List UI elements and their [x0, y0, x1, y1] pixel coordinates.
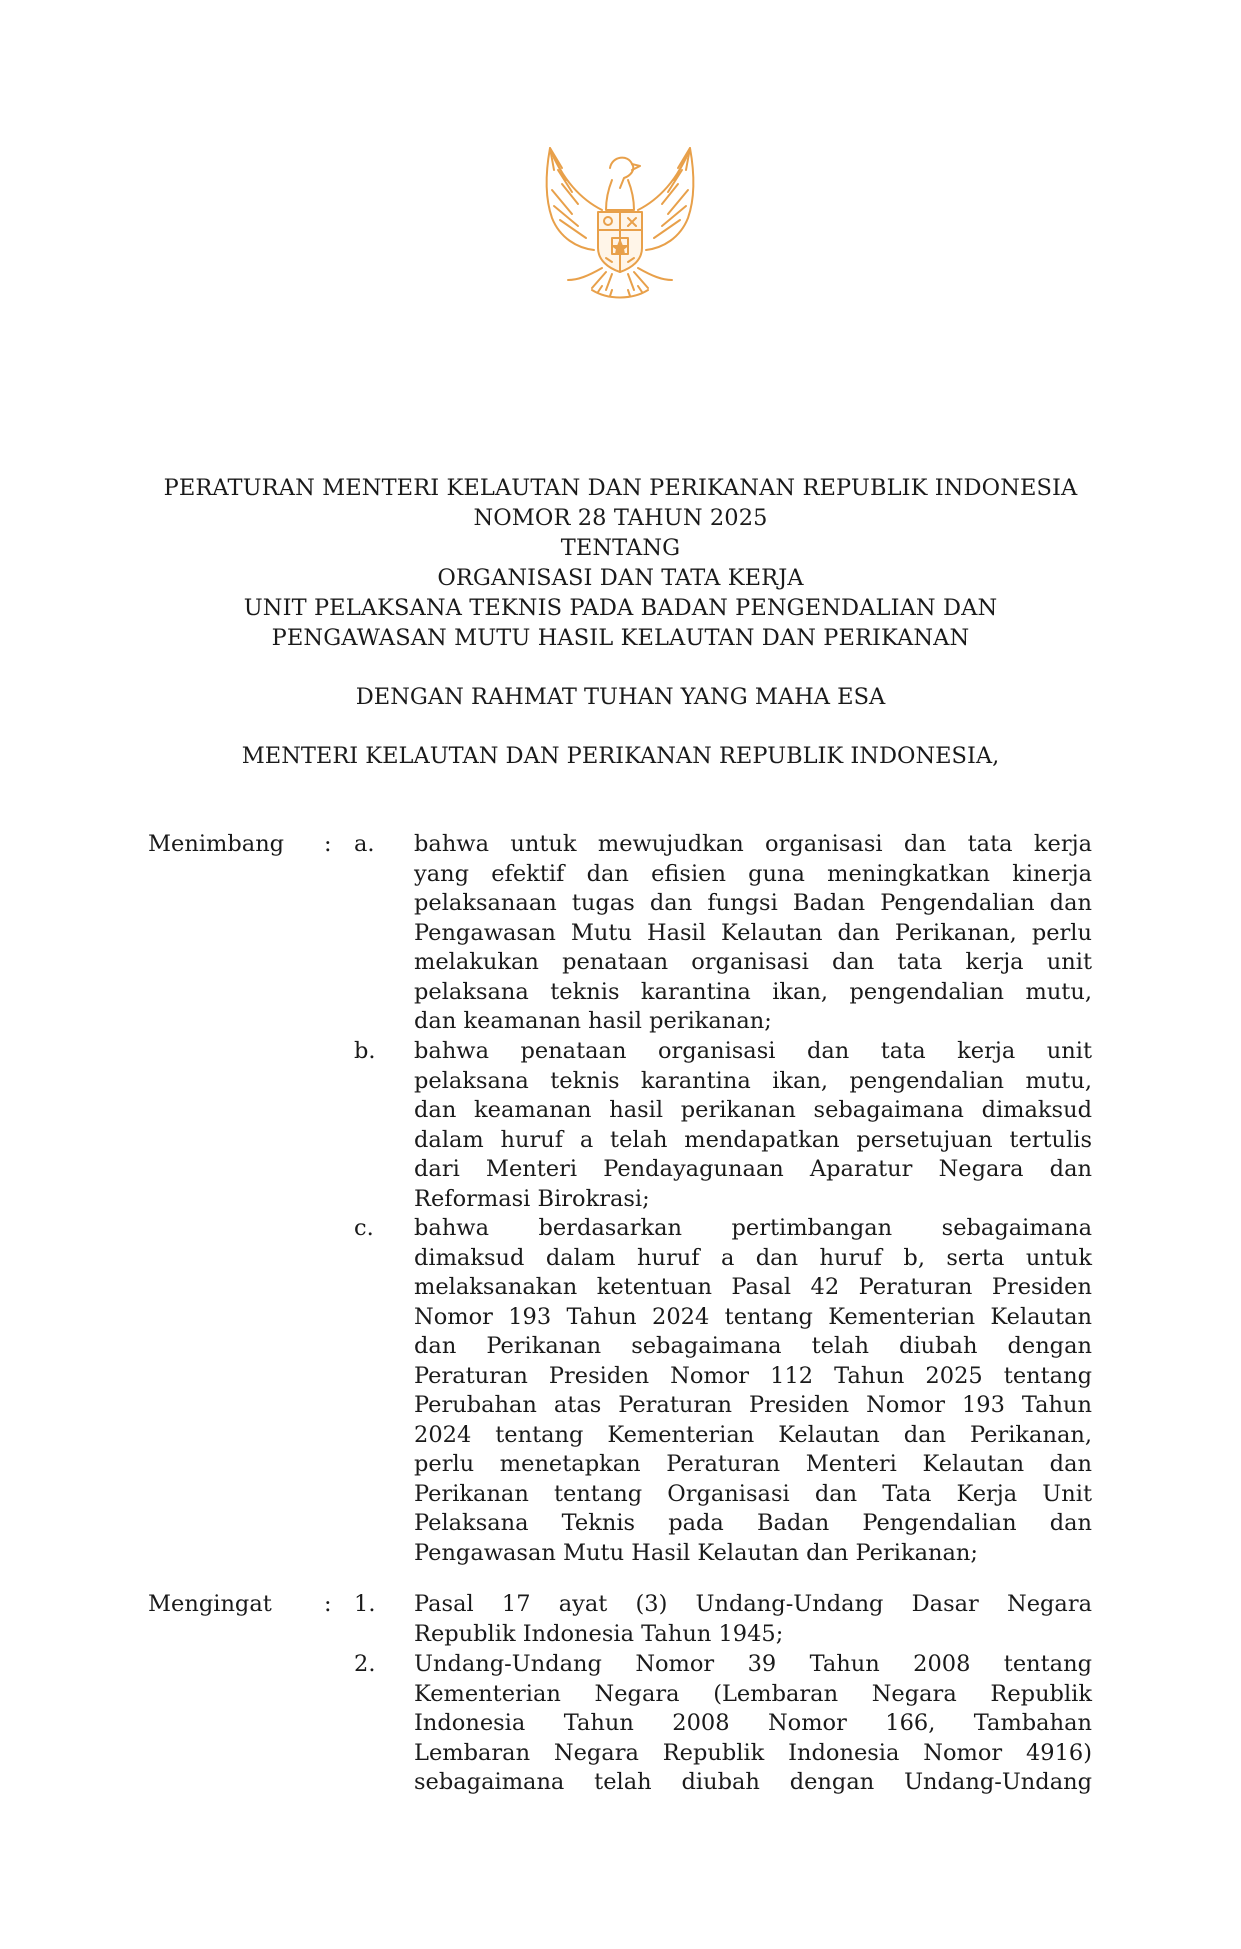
mengingat-colon: : — [324, 1591, 332, 1617]
garuda-emblem-icon — [532, 140, 708, 306]
text-line: Kementerian Negara (Lembaran Negara Republik — [414, 1680, 1092, 1707]
menimbang-label: Menimbang — [148, 831, 285, 857]
mengingat-label: Mengingat — [148, 1591, 272, 1617]
menimbang-item-a — [414, 830, 1092, 1037]
text-line: Peraturan Presiden Nomor 112 Tahun 2025 tentang — [414, 1362, 1092, 1389]
text-line: Undang-Undang Nomor 39 Tahun 2008 tentang — [414, 1651, 1092, 1677]
title-line: PERATURAN MENTERI KELAUTAN DAN PERIKANAN REPUBLIK INDONESIA — [163, 475, 1078, 501]
text-line: Lembaran Negara Republik Indonesia Nomor 4916) — [414, 1739, 1092, 1766]
title-line: NOMOR 28 TAHUN 2025 — [473, 505, 768, 531]
menimbang-item-b — [414, 1037, 1092, 1214]
item-marker: a. — [354, 831, 375, 857]
title-line: UNIT PELAKSANA TEKNIS PADA BADAN PENGENDALIAN DAN — [243, 595, 998, 621]
text-line: Perikanan tentang Organisasi dan Tata Kerja Unit — [414, 1480, 1092, 1507]
text-line: dan keamanan hasil perikanan sebagaimana dimaksud — [414, 1097, 1092, 1123]
text-line: dimaksud dalam huruf a dan huruf b, serta untuk — [414, 1244, 1092, 1271]
title-line: TENTANG — [560, 535, 681, 561]
text-line: Reformasi Birokrasi; — [414, 1185, 650, 1212]
text-line: Indonesia Tahun 2008 Nomor 166, Tambahan — [414, 1710, 1092, 1736]
text-line: Pelaksana Teknis pada Badan Pengendalian dan — [414, 1510, 1092, 1536]
text-line: bahwa berdasarkan pertimbangan sebagaimana — [414, 1215, 1092, 1241]
title-line: ORGANISASI DAN TATA KERJA — [437, 565, 804, 591]
text-line: Republik Indonesia Tahun 1945; — [414, 1620, 784, 1647]
title-line: PENGAWASAN MUTU HASIL KELAUTAN DAN PERIKANAN — [271, 625, 970, 651]
item-marker: 2. — [354, 1651, 376, 1677]
text-line: Pasal 17 ayat (3) Undang-Undang Dasar Negara — [414, 1591, 1092, 1617]
text-line: dari Menteri Pendayagunaan Aparatur Negara dan — [414, 1156, 1092, 1182]
text-line: sebagaimana telah diubah dengan Undang-Undang — [414, 1769, 1092, 1795]
text-line: pelaksana teknis karantina ikan, pengendalian mutu, — [414, 978, 1092, 1005]
text-line: Pengawasan Mutu Hasil Kelautan dan Perikanan, perlu — [414, 919, 1092, 946]
regulation-title — [100, 473, 1141, 653]
text-line: Nomor 193 Tahun 2024 tentang Kementerian Kelautan — [414, 1303, 1092, 1330]
text-line: dan keamanan hasil perikanan; — [414, 1008, 772, 1034]
text-line: Pengawasan Mutu Hasil Kelautan dan Perikanan; — [414, 1539, 978, 1566]
item-marker: c. — [354, 1215, 374, 1241]
mengingat-item-2 — [414, 1650, 1092, 1798]
item-marker: b. — [354, 1038, 376, 1064]
text-line: bahwa penataan organisasi dan tata kerja unit — [414, 1038, 1092, 1064]
blessing-line: DENGAN RAHMAT TUHAN YANG MAHA ESA — [355, 684, 886, 710]
text-line: melakukan penataan organisasi dan tata kerja unit — [414, 949, 1092, 975]
text-line: pelaksana teknis karantina ikan, pengendalian mutu, — [414, 1067, 1092, 1094]
text-line: yang efektif dan efisien guna meningkatkan kinerja — [414, 860, 1092, 887]
text-line: dan Perikanan sebagaimana telah diubah dengan — [414, 1333, 1092, 1359]
minister-line: MENTERI KELAUTAN DAN PERIKANAN REPUBLIK INDONESIA, — [241, 743, 1000, 769]
text-line: 2024 tentang Kementerian Kelautan dan Perikanan, — [414, 1421, 1092, 1448]
text-line: dalam huruf a telah mendapatkan persetujuan tertulis — [414, 1126, 1092, 1153]
text-line: Perubahan atas Peraturan Presiden Nomor 193 Tahun — [414, 1392, 1092, 1418]
menimbang-colon: : — [324, 831, 332, 857]
text-line: pelaksanaan tugas dan fungsi Badan Pengendalian dan — [414, 890, 1092, 916]
menimbang-item-c — [414, 1214, 1092, 1568]
item-marker: 1. — [354, 1591, 376, 1617]
text-line: perlu menetapkan Peraturan Menteri Kelautan dan — [414, 1451, 1092, 1477]
text-line: melaksanakan ketentuan Pasal 42 Peraturan Presiden — [414, 1274, 1092, 1300]
mengingat-item-1 — [414, 1590, 1092, 1649]
text-line: bahwa untuk mewujudkan organisasi dan tata kerja — [414, 831, 1092, 857]
